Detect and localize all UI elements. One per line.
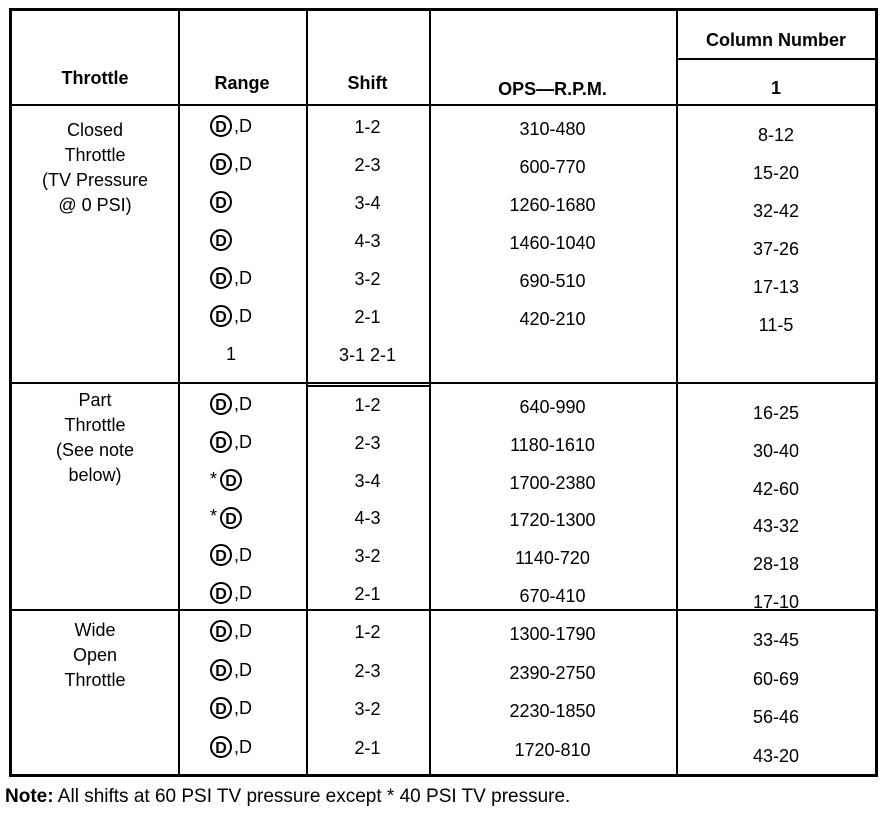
range-cell — [210, 504, 306, 528]
range-cell — [210, 113, 306, 138]
shift-cell: 2-3 — [354, 432, 381, 453]
ops-rpm-cell: 1700-2380 — [509, 472, 596, 493]
range-shift-divider — [306, 385, 429, 387]
column-1-cell: 17-13 — [752, 277, 800, 297]
header-shift: Shift — [347, 73, 388, 93]
range-suffix: ,D — [234, 154, 252, 175]
ops-rpm-cell: 2230-1850 — [509, 701, 596, 722]
range-suffix: ,D — [234, 659, 252, 680]
range-cell — [210, 467, 306, 491]
shift-cell: 2-1 — [354, 737, 381, 758]
col-divider-throttle — [178, 11, 180, 774]
throttle-label: Wide Open Throttle — [64, 620, 126, 690]
range-suffix: ,D — [234, 432, 252, 453]
range-suffix: ,D — [234, 268, 252, 289]
range-suffix: ,D — [234, 737, 252, 758]
range-cell — [210, 303, 306, 328]
range-cell — [210, 657, 306, 682]
ops-rpm-cell: 640-990 — [519, 397, 586, 417]
shift-cell: 3-1 2-1 — [338, 345, 397, 365]
ops-rpm-cell: 1460-1040 — [509, 233, 596, 253]
column-1-cell: 11-5 — [758, 315, 794, 335]
circled-d-icon: D — [210, 736, 232, 758]
circled-d-icon: D — [210, 393, 232, 415]
column-1-cell: 33-45 — [752, 630, 800, 650]
range-cell — [210, 265, 306, 290]
group-divider — [12, 382, 875, 384]
shift-cell: 3-2 — [354, 546, 381, 567]
asterisk-marker: * — [210, 468, 218, 489]
circled-d-icon: D — [210, 267, 232, 289]
column-1-cell: 17-10 — [752, 592, 800, 612]
circled-d-icon: D — [210, 229, 232, 251]
range-cell — [210, 695, 306, 720]
header-column-number: Column Number — [705, 30, 846, 50]
column-1-cell: 8-12 — [757, 125, 795, 145]
circled-d-icon: D — [210, 582, 232, 604]
shift-cell: 3-4 — [354, 470, 381, 491]
range-cell — [210, 580, 306, 605]
column-1-cell: 43-20 — [752, 745, 800, 766]
shift-cell: 4-3 — [354, 508, 381, 529]
range-cell — [210, 542, 306, 567]
shift-cell: 3-4 — [354, 193, 381, 213]
shift-cell: 3-2 — [354, 699, 381, 720]
column-1-cell: 43-32 — [752, 516, 800, 537]
ops-rpm-cell: 2390-2750 — [509, 662, 596, 683]
range-suffix: ,D — [234, 621, 252, 642]
note-label: Note: — [5, 786, 54, 807]
ops-rpm-cell: 420-210 — [519, 309, 586, 329]
throttle-label: Part Throttle (See note below) — [55, 390, 135, 485]
column-1-cell: 32-42 — [752, 201, 800, 221]
shift-cell: 1-2 — [354, 622, 381, 642]
range-suffix: ,D — [234, 306, 252, 327]
circled-d-icon: D — [210, 620, 232, 642]
footnote — [5, 786, 570, 808]
header-column-1: 1 — [770, 78, 781, 98]
header-bottom-line — [12, 104, 875, 106]
ops-rpm-cell: 670-410 — [519, 586, 586, 606]
range-cell — [210, 618, 306, 643]
shift-table — [9, 8, 878, 777]
circled-d-icon: D — [220, 469, 242, 491]
shift-cell: 2-1 — [354, 307, 381, 327]
ops-rpm-cell: 1720-810 — [514, 739, 591, 760]
shift-cell: 4-3 — [354, 231, 381, 251]
circled-d-icon: D — [210, 115, 232, 137]
shift-cell: 1-2 — [354, 395, 381, 415]
circled-d-icon: D — [210, 431, 232, 453]
column-1-cell: 56-46 — [752, 707, 800, 728]
range-cell — [210, 151, 306, 176]
ops-rpm-cell: 690-510 — [519, 271, 586, 291]
header-divider-column-number — [676, 58, 875, 60]
group-divider — [12, 609, 875, 611]
circled-d-icon: D — [220, 507, 242, 529]
ops-rpm-cell: 600-770 — [519, 157, 586, 177]
column-1-cell: 16-25 — [752, 403, 800, 423]
ops-rpm-cell: 1300-1790 — [509, 624, 596, 644]
range-suffix: ,D — [234, 583, 252, 604]
ops-rpm-cell: 1260-1680 — [509, 195, 596, 215]
range-suffix: ,D — [234, 698, 252, 719]
column-1-cell: 42-60 — [752, 478, 800, 499]
shift-cell: 2-3 — [354, 660, 381, 681]
column-1-cell: 28-18 — [752, 554, 800, 575]
circled-d-icon: D — [210, 153, 232, 175]
header-range: Range — [214, 73, 270, 93]
range-cell — [210, 227, 306, 251]
column-1-cell: 15-20 — [752, 163, 800, 183]
range-cell — [210, 429, 306, 454]
ops-rpm-cell: 1140-720 — [515, 548, 590, 569]
header-ops-rpm: OPS—R.P.M. — [498, 79, 607, 99]
range-cell — [210, 189, 306, 213]
column-1-cell: 30-40 — [752, 440, 800, 461]
range-cell — [210, 734, 306, 759]
circled-d-icon: D — [210, 659, 232, 681]
ops-rpm-cell: 1180-1610 — [510, 434, 595, 455]
shift-cell: 1-2 — [354, 117, 381, 137]
column-1-cell: 60-69 — [752, 668, 800, 689]
ops-rpm-cell: 1720-1300 — [509, 510, 596, 531]
range-suffix: ,D — [234, 545, 252, 566]
circled-d-icon: D — [210, 305, 232, 327]
asterisk-marker: * — [210, 506, 218, 527]
circled-d-icon: D — [210, 697, 232, 719]
throttle-label: Closed Throttle (TV Pressure @ 0 PSI) — [41, 120, 149, 215]
shift-cell: 3-2 — [354, 269, 381, 289]
column-1-cell: 37-26 — [752, 239, 800, 259]
range-cell — [210, 391, 306, 416]
shift-cell: 2-3 — [354, 155, 381, 175]
ops-rpm-cell: 310-480 — [519, 119, 586, 139]
note-text: All shifts at 60 PSI TV pressure except * 40 PSI TV pressure. — [57, 786, 571, 807]
range-suffix: ,D — [234, 116, 252, 137]
range-suffix: ,D — [234, 394, 252, 415]
range-suffix: 1 — [226, 344, 237, 365]
shift-cell: 2-1 — [354, 584, 381, 604]
circled-d-icon: D — [210, 544, 232, 566]
circled-d-icon: D — [210, 191, 232, 213]
header-throttle: Throttle — [61, 68, 129, 88]
